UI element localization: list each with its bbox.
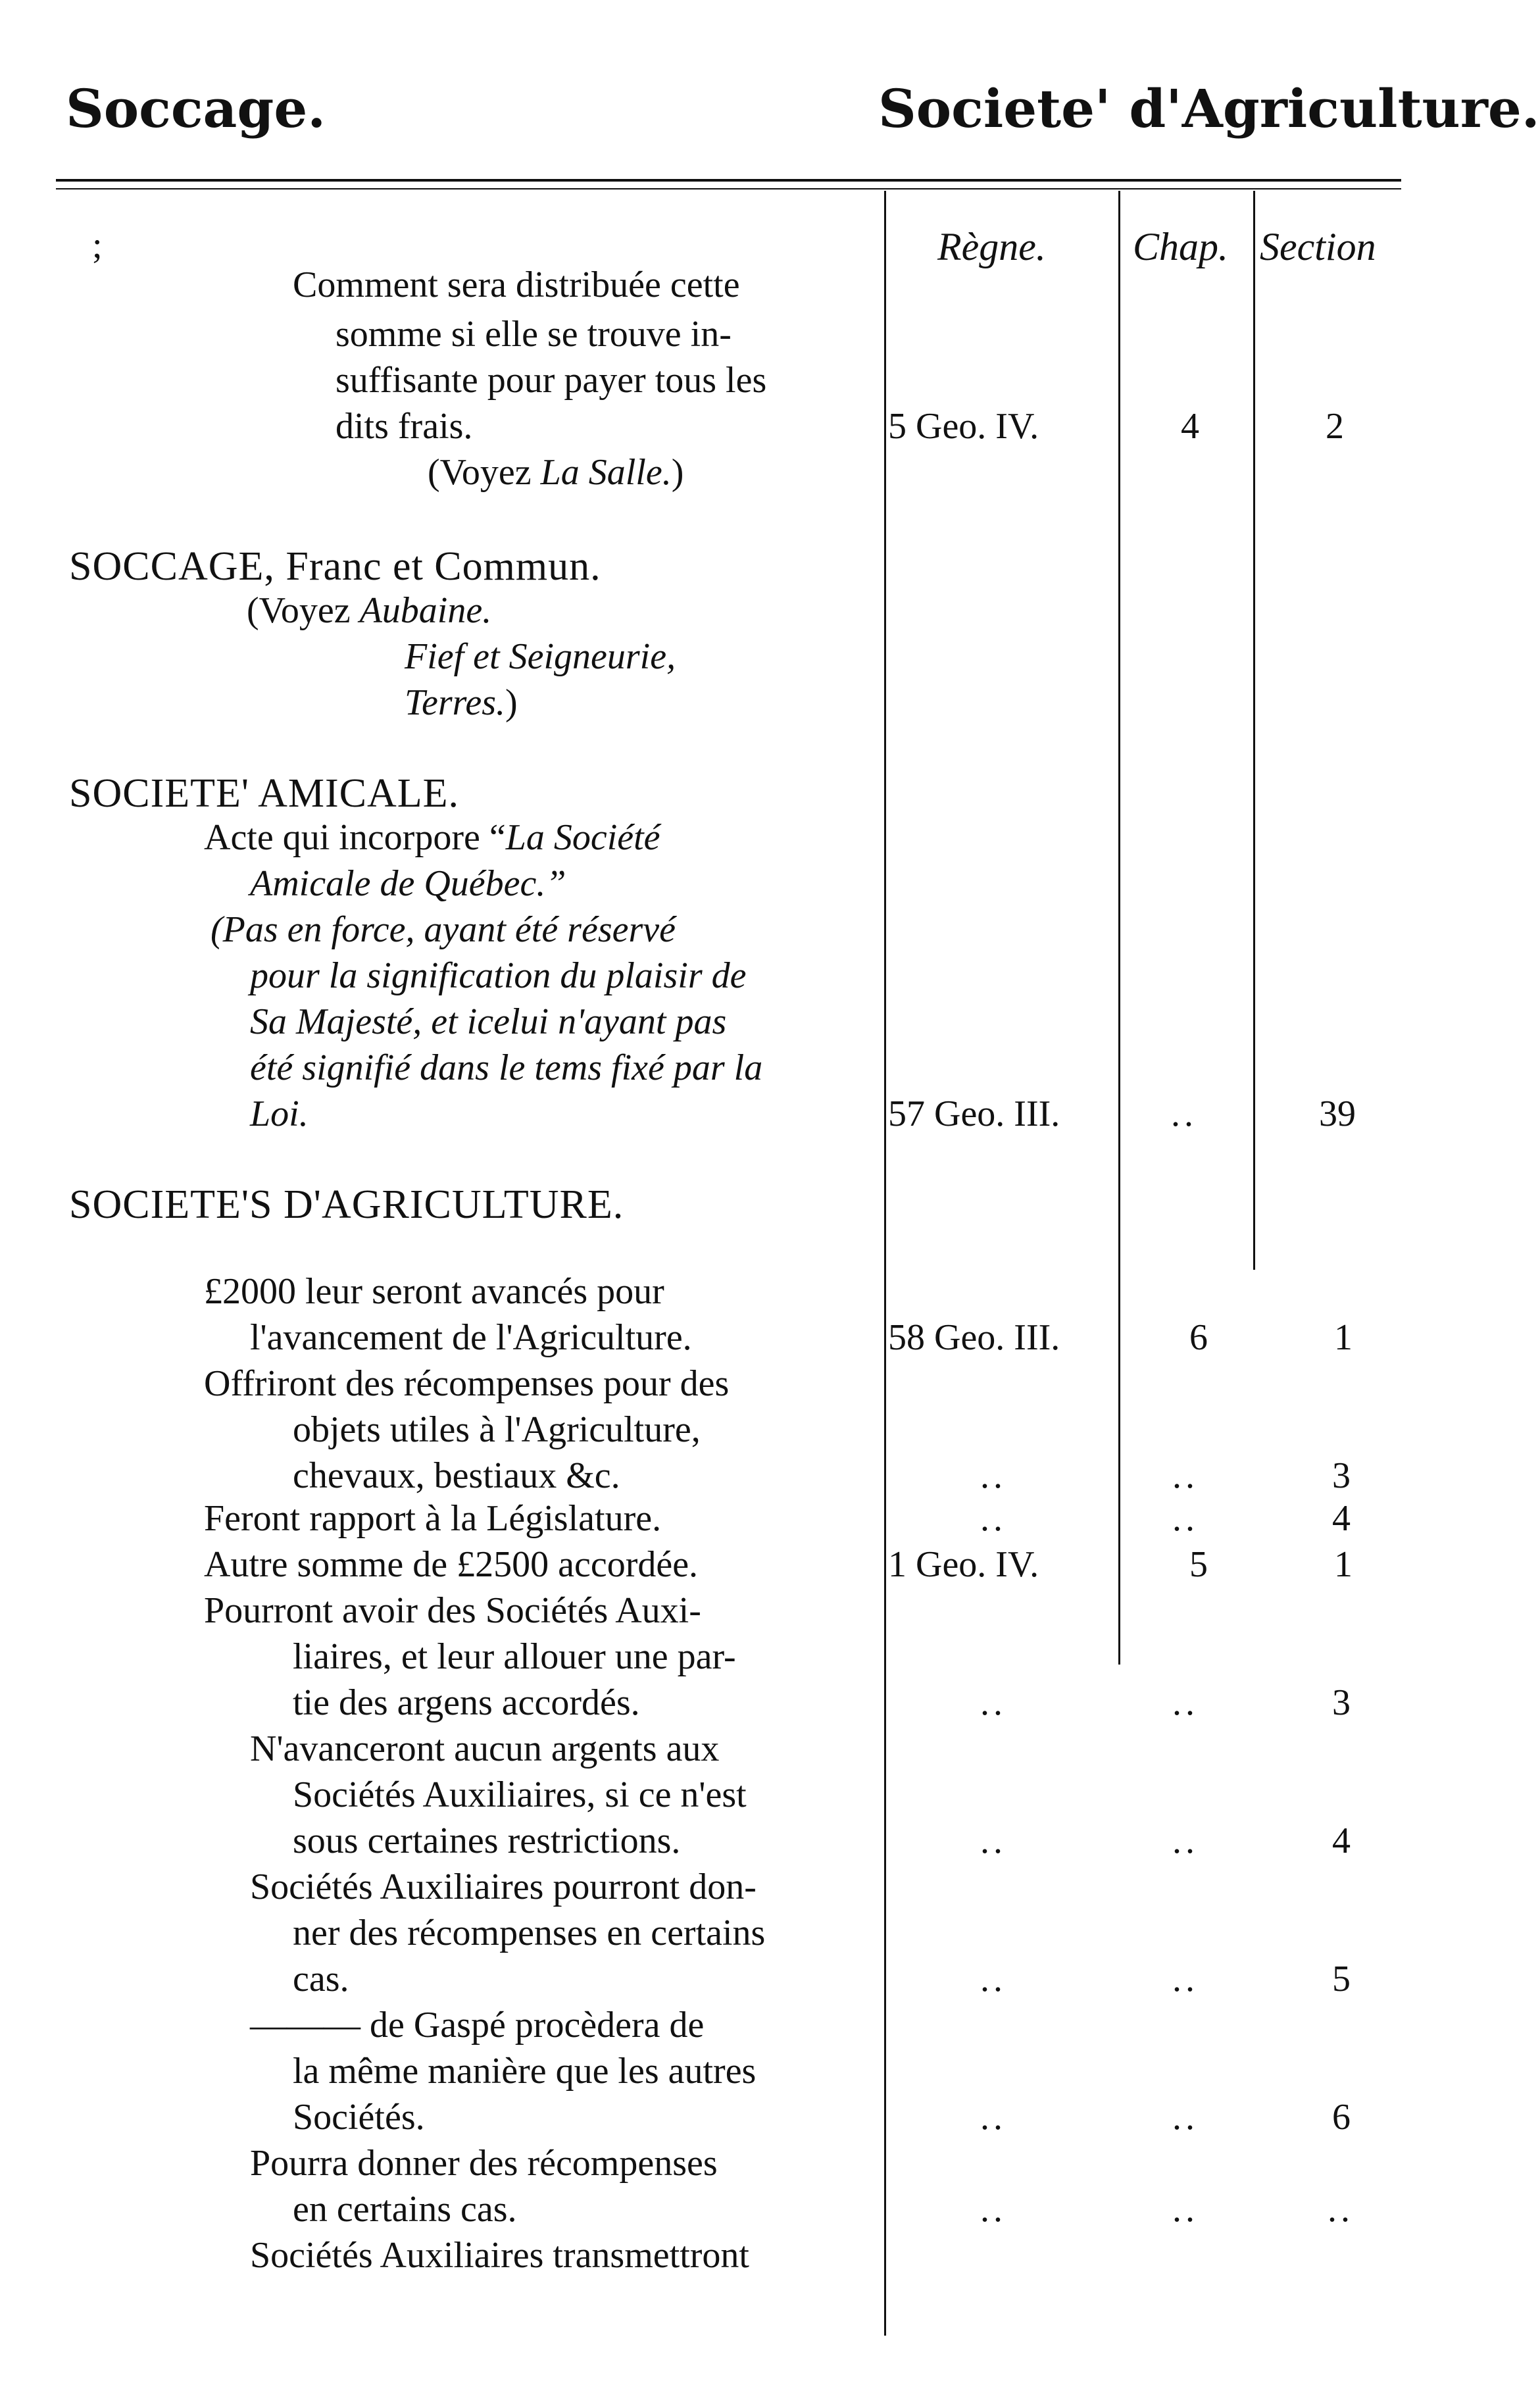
section-value: 5: [1332, 1959, 1351, 1999]
entry-line: Sa Majesté, et icelui n'ayant pas: [250, 1001, 727, 1042]
section-value: 1: [1334, 1317, 1353, 1358]
entry-line: pour la signification du plaisir de: [250, 955, 747, 996]
column-heading-section: Section: [1260, 225, 1376, 268]
chap-value: ..: [1172, 1682, 1199, 1723]
column-divider-text: [884, 191, 886, 2336]
entry-line: Sociétés Auxiliaires transmettront: [250, 2235, 749, 2276]
entry-line: suffisante pour payer tous les: [335, 360, 767, 401]
section-value: 1: [1334, 1544, 1353, 1585]
entry-line: Acte qui incorpore “La Société: [204, 817, 660, 858]
entry-line: en certains cas.: [293, 2189, 517, 2230]
chap-value: ..: [1172, 1498, 1199, 1539]
entry-line: Autre somme de £2500 accordée.: [204, 1544, 699, 1585]
entry-line: ——— de Gaspé procèdera de: [250, 2005, 705, 2045]
entry-line: Amicale de Québec.”: [250, 863, 566, 904]
regne-value: 57 Geo. III.: [888, 1093, 1060, 1134]
entry-line: chevaux, bestiaux &c.: [293, 1455, 620, 1496]
regne-value: ..: [980, 2189, 1006, 2230]
section-value: ..: [1328, 2189, 1354, 2230]
entry-line: Feront rapport à la Législature.: [204, 1498, 662, 1539]
regne-value: 5 Geo. IV.: [888, 406, 1039, 447]
chap-value: ..: [1171, 1093, 1197, 1134]
see-reference: Fief et Seigneurie,: [405, 636, 676, 677]
see-reference: Terres.): [405, 682, 518, 723]
entry-line: Pourront avoir des Sociétés Auxi-: [204, 1590, 701, 1631]
regne-value: 1 Geo. IV.: [888, 1544, 1039, 1585]
section-value: 4: [1332, 1498, 1351, 1539]
entry-line: Sociétés.: [293, 2097, 425, 2138]
entry-line: cas.: [293, 1959, 349, 1999]
entry-line: Sociétés Auxiliaires pourront don-: [250, 1867, 757, 1907]
chap-value: ..: [1172, 1959, 1199, 1999]
entry-line: Sociétés Auxiliaires, si ce n'est: [293, 1774, 747, 1815]
chap-value: ..: [1172, 1455, 1199, 1496]
entry-heading: SOCIETE'S D'AGRICULTURE.: [69, 1182, 624, 1227]
chap-value: ..: [1172, 2189, 1199, 2230]
entry-heading: SOCIETE' AMICALE.: [69, 771, 460, 816]
entry-line: liaires, et leur allouer une par-: [293, 1636, 736, 1677]
header-rule-top: [56, 179, 1401, 182]
regne-value: ..: [980, 1820, 1006, 1861]
entry-line: (Pas en force, ayant été réservé: [211, 909, 676, 950]
see-reference: (Voyez Aubaine.: [247, 590, 492, 631]
column-divider-regne: [1118, 191, 1120, 1665]
regne-value: 58 Geo. III.: [888, 1317, 1060, 1358]
entry-line: objets utiles à l'Agriculture,: [293, 1409, 701, 1450]
chap-value: ..: [1172, 1820, 1199, 1861]
column-heading-chap: Chap.: [1133, 225, 1229, 268]
chap-value: 6: [1189, 1317, 1208, 1358]
entry-line: Offriront des récompenses pour des: [204, 1363, 730, 1404]
entry-line: N'avanceront aucun argents aux: [250, 1728, 720, 1769]
see-reference: (Voyez La Salle.): [428, 452, 684, 493]
entry-line: somme si elle se trouve in-: [335, 314, 732, 355]
entry-line: Comment sera distribuée cette: [293, 264, 740, 305]
stray-mark: ;: [92, 225, 103, 266]
entry-line: ner des récompenses en certains: [293, 1913, 766, 1953]
entry-line: l'avancement de l'Agriculture.: [250, 1317, 692, 1358]
entry-heading: SOCCAGE, Franc et Commun.: [69, 544, 601, 589]
entry-line: Loi.: [250, 1093, 309, 1134]
section-value: 3: [1332, 1455, 1351, 1496]
regne-value: ..: [980, 1959, 1006, 1999]
regne-value: ..: [980, 1498, 1006, 1539]
column-heading-regne: Règne.: [937, 225, 1046, 268]
chap-value: ..: [1172, 2097, 1199, 2138]
section-value: 2: [1326, 406, 1344, 447]
entry-line: sous certaines restrictions.: [293, 1820, 681, 1861]
regne-value: ..: [980, 1682, 1006, 1723]
entry-line: Pourra donner des récompenses: [250, 2143, 718, 2184]
section-value: 39: [1319, 1093, 1356, 1134]
header-left-title: Soccage.: [66, 78, 326, 139]
header-rule-bottom: [56, 188, 1401, 189]
entry-line: tie des argens accordés.: [293, 1682, 640, 1723]
entry-line: été signifié dans le tems fixé par la: [250, 1047, 763, 1088]
entry-line: la même manière que les autres: [293, 2051, 757, 2092]
entry-line: dits frais.: [335, 406, 473, 447]
section-value: 6: [1332, 2097, 1351, 2138]
header-right-title: Societe' d'Agriculture.: [878, 78, 1540, 139]
chap-value: 5: [1189, 1544, 1208, 1585]
column-divider-chap: [1253, 191, 1255, 1270]
entry-line: £2000 leur seront avancés pour: [204, 1271, 664, 1312]
section-value: 3: [1332, 1682, 1351, 1723]
section-value: 4: [1332, 1820, 1351, 1861]
chap-value: 4: [1181, 406, 1199, 447]
regne-value: ..: [980, 1455, 1006, 1496]
regne-value: ..: [980, 2097, 1006, 2138]
